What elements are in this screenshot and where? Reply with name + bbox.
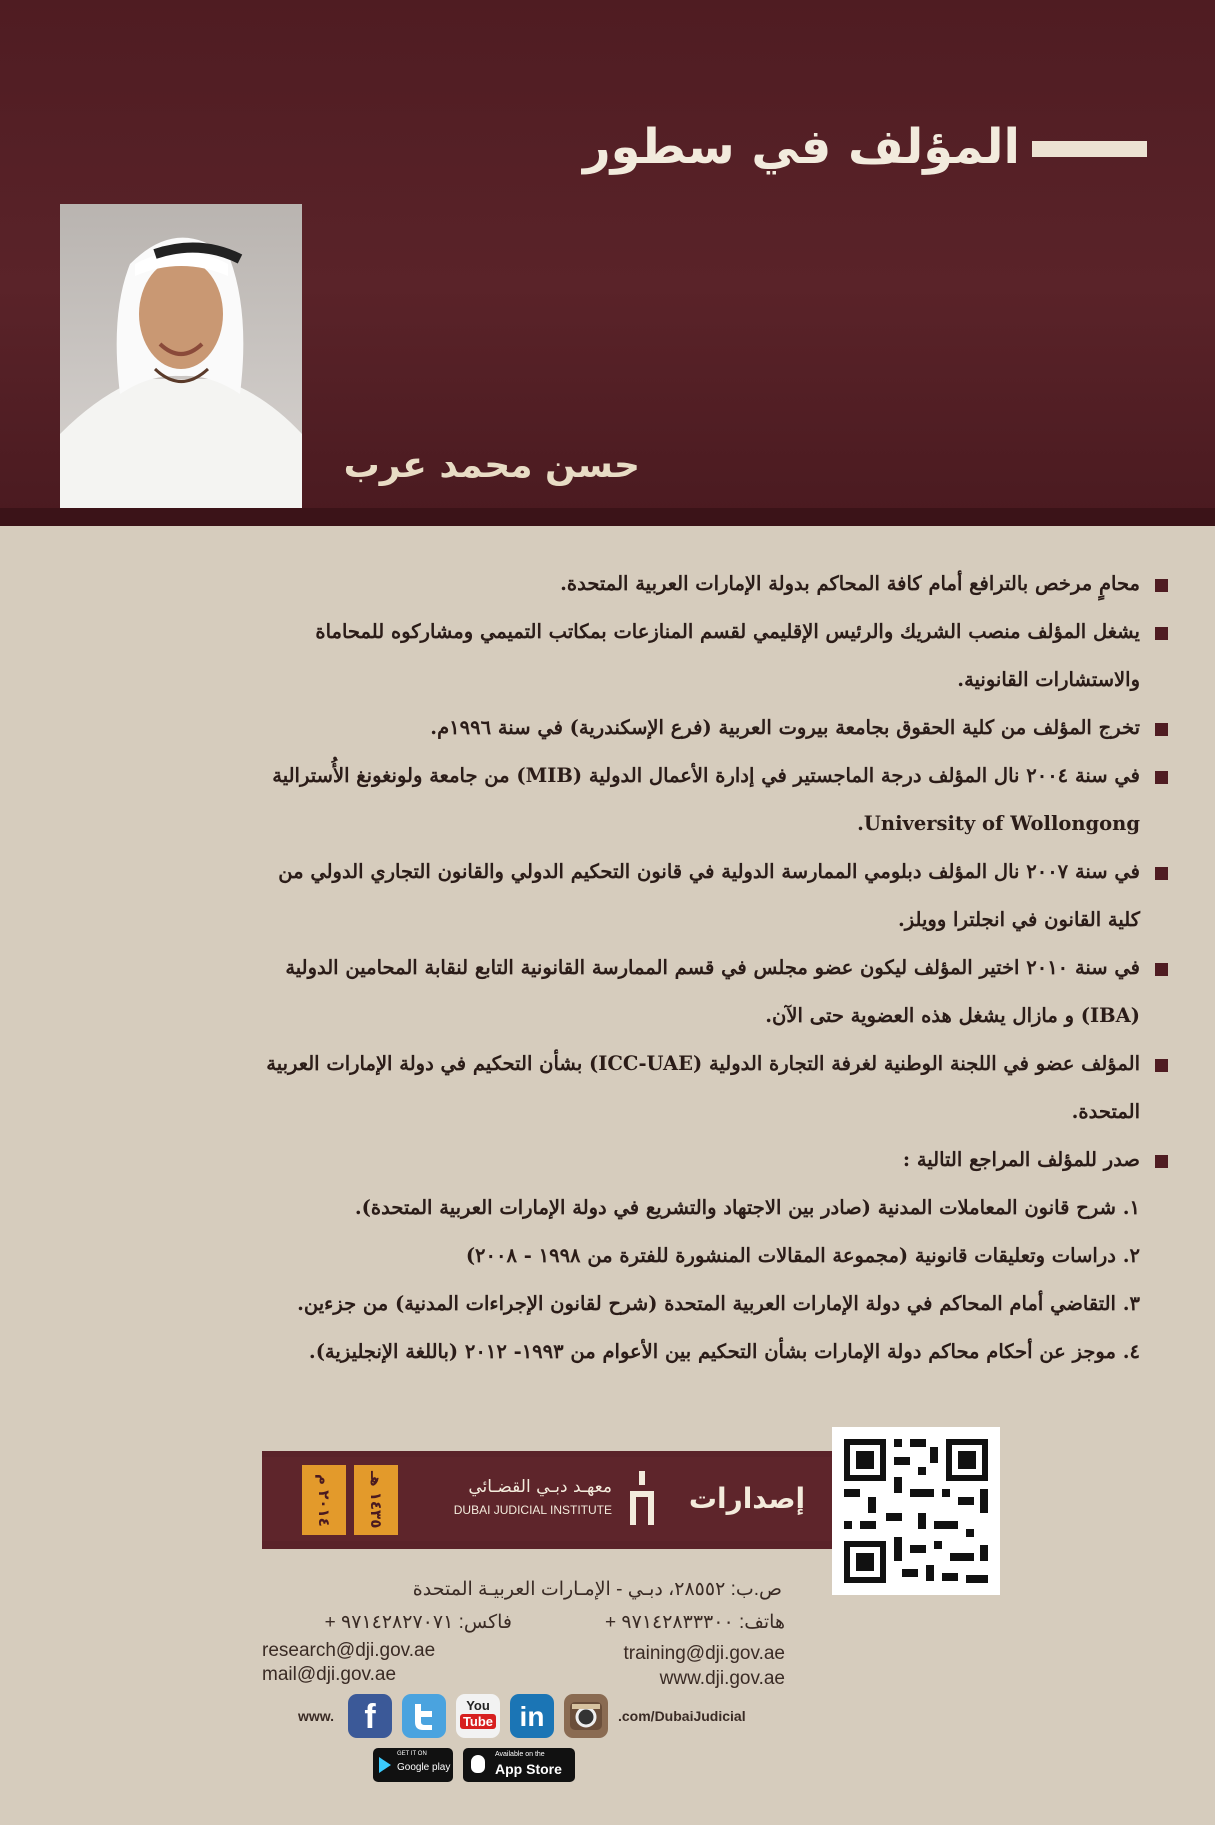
- email-mail-link[interactable]: mail@dji.gov.ae: [262, 1664, 397, 1685]
- bio-item: في سنة ٢٠٠٧ نال المؤلف دبلومي الممارسة الدولية في قانون التحكيم الدولي والقانون التجاري الدولي من كلية القانون في انجلترا وويلز.: [250, 848, 1168, 944]
- qr-code: [832, 1427, 1000, 1595]
- contact-phone: هاتف: ٩٧١٤٢٨٣٣٣٠٠ +: [605, 1612, 785, 1633]
- google-play-icon: [379, 1757, 391, 1773]
- institute-name-en: DUBAI JUDICIAL INSTITUTE: [453, 1503, 612, 1517]
- contact-fax: فاكس: ٩٧١٤٢٨٢٧٠٧١ +: [324, 1612, 512, 1633]
- youtube-icon[interactable]: You Tube: [456, 1694, 500, 1738]
- website-link[interactable]: www.dji.gov.ae: [659, 1668, 785, 1689]
- square-bullet-icon: [1155, 627, 1168, 640]
- bio-item: في سنة ٢٠١٠ اختير المؤلف ليكون عضو مجلس في قسم الممارسة القانونية التابع لنقابة المحامين الدولية (IBA) و مازال يشغل هذه العضوية حتى الآن.: [250, 944, 1168, 1040]
- instagram-icon[interactable]: [564, 1694, 608, 1738]
- facebook-icon[interactable]: f: [348, 1694, 392, 1738]
- author-bio: [250, 560, 1168, 1376]
- social-suffix: .com/DubaiJudicial: [618, 1708, 746, 1724]
- bio-item: في سنة ٢٠٠٤ نال المؤلف درجة الماجستير في إدارة الأعمال الدولية (MIB) من جامعة ولونغونغ الأُسترالية University of Wollongong.: [250, 752, 1168, 848]
- contact-address: ص.ب: ٢٨٥٥٢، دبـي - الإمـارات العربيـة المتحدة: [412, 1579, 782, 1600]
- google-play-badge[interactable]: GET IT ON Google play: [373, 1748, 453, 1782]
- square-bullet-icon: [1155, 579, 1168, 592]
- bio-item: المؤلف عضو في اللجنة الوطنية لغرفة التجارة الدولية (ICC-UAE) بشأن التحكيم في دولة الإمارات العربية المتحدة.: [250, 1040, 1168, 1136]
- work-item: ٢. دراسات وتعليقات قانونية (مجموعة المقالات المنشورة للفترة من ١٩٩٨ - ٢٠٠٨): [465, 1244, 1140, 1267]
- square-bullet-icon: [1155, 1059, 1168, 1072]
- gregorian-year-badge: ٢٠١٤ م: [302, 1465, 346, 1535]
- bio-item: يشغل المؤلف منصب الشريك والرئيس الإقليمي لقسم المنازعات بمكاتب التميمي ومشاركوه للمحاماة والاستشارات القانونية.: [250, 608, 1168, 704]
- social-prefix: www.: [298, 1708, 335, 1724]
- square-bullet-icon: [1155, 771, 1168, 784]
- work-item: ٣. التقاضي أمام المحاكم في دولة الإمارات العربية المتحدة (شرح لقانون الإجراءات المدنية) من جزءين.: [297, 1292, 1140, 1315]
- header-edge: [0, 508, 1215, 526]
- page-title: المؤلف في سطور: [582, 119, 1020, 175]
- publications-label: إصدارات: [688, 1482, 806, 1515]
- institute-name-ar: معهـد دبـي القضـائي: [468, 1477, 612, 1497]
- bio-item: تخرج المؤلف من كلية الحقوق بجامعة بيروت العربية (فرع الإسكندرية) في سنة ١٩٩٦م.: [250, 704, 1168, 752]
- square-bullet-icon: [1155, 867, 1168, 880]
- author-name: حسن محمد عرب: [343, 445, 640, 486]
- title-accent-bar: [1032, 141, 1147, 157]
- linkedin-icon[interactable]: in: [510, 1694, 554, 1738]
- author-photo: [60, 204, 302, 508]
- square-bullet-icon: [1155, 1155, 1168, 1168]
- email-research-link[interactable]: research@dji.gov.ae: [262, 1640, 436, 1661]
- hijri-year-badge: ١٤٣٥ هـ: [354, 1465, 398, 1535]
- email-training-link[interactable]: training@dji.gov.ae: [623, 1643, 785, 1664]
- square-bullet-icon: [1155, 723, 1168, 736]
- social-links: [298, 1694, 768, 1740]
- work-item: ٤. موجز عن أحكام محاكم دولة الإمارات بشأن التحكيم بين الأعوام من ١٩٩٣- ٢٠١٢ (باللغة الإنجليزية).: [308, 1340, 1140, 1363]
- twitter-icon[interactable]: [402, 1694, 446, 1738]
- apple-icon: [471, 1755, 485, 1773]
- bio-item: محامٍ مرخص بالترافع أمام كافة المحاكم بدولة الإمارات العربية المتحدة.: [250, 560, 1168, 608]
- bio-item: صدر للمؤلف المراجع التالية :: [250, 1136, 1168, 1184]
- institute-logo-icon: [624, 1469, 660, 1531]
- app-store-badge[interactable]: Available on the App Store: [463, 1748, 575, 1782]
- work-item: ١. شرح قانون المعاملات المدنية (صادر بين الاجتهاد والتشريع في دولة الإمارات العربية المتحدة).: [354, 1196, 1140, 1219]
- square-bullet-icon: [1155, 963, 1168, 976]
